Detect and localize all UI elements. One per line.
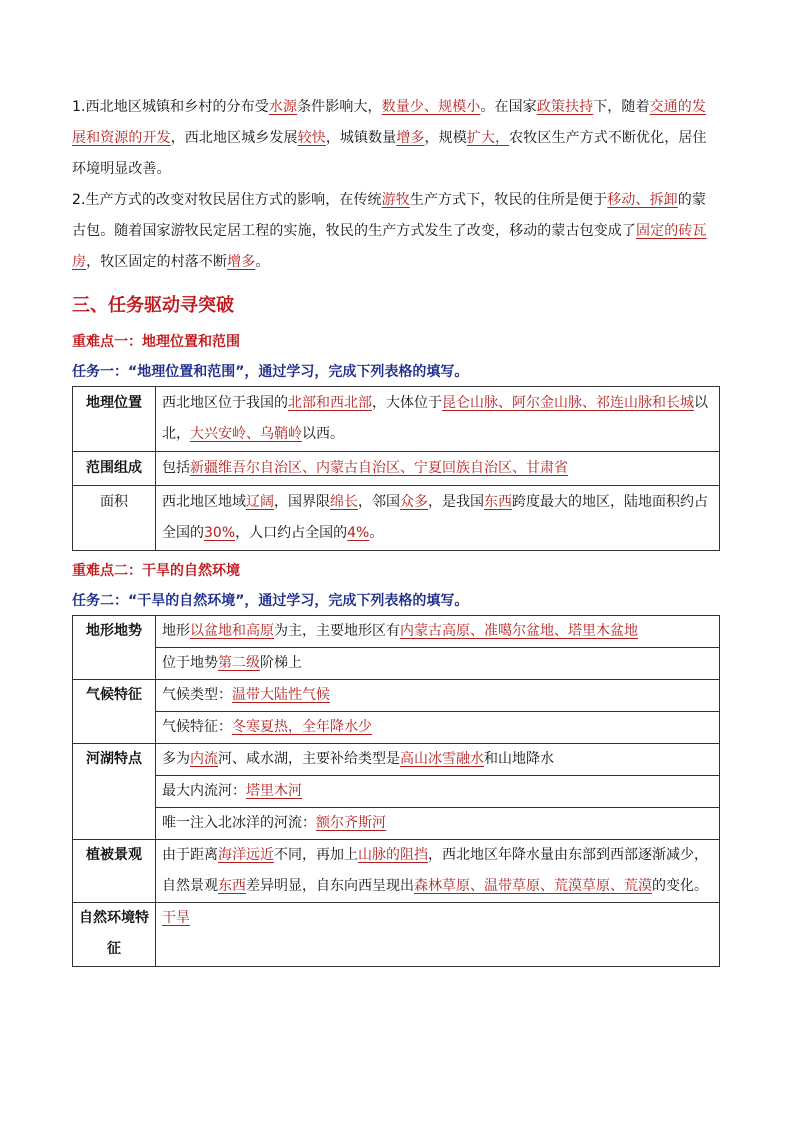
answer-text: 交通的发展和资源的开发 [72,99,706,146]
body-text: 阶梯上 [260,655,302,671]
table-row [73,808,720,840]
terrain-line-1 [156,616,720,648]
body-text: 和山地降水 [484,751,554,767]
body-text: ，城镇数量 [325,130,397,146]
intro-paragraph-1 [72,92,720,185]
answer-text: 山脉的阻挡 [358,847,428,863]
rivers-line-2 [156,776,720,808]
answer-text: 内蒙古高原、准噶尔盆地、塔里木盆地 [400,623,638,639]
answer-text: 增多 [227,254,256,270]
body-text: ，西北地区年降水量由东部到西部逐渐减少，自然景观 [162,847,708,894]
body-text: 。 [369,525,384,541]
body-text: ，人口约占全国的 [235,525,348,541]
answer-text: 4% [347,525,370,541]
answer-text: 新疆维吾尔自治区、内蒙古自治区、宁夏回族自治区、甘肃省 [190,460,568,476]
table-row [73,903,720,967]
body-text: 西北地区地域 [162,494,246,510]
answer-text: 以盆地和高原 [190,623,274,639]
body-text: 气候特征： [162,719,232,735]
body-text: 位于地势 [162,655,218,671]
body-text: 不同，再加上 [274,847,358,863]
answer-text: 众多 [400,494,428,510]
table-row [73,387,720,452]
table-row [73,452,720,486]
table-row [73,680,720,712]
answer-text: 较快 [297,130,326,146]
row-label-area: 面积 [73,486,156,551]
body-text: 2.生产方式的改变对牧民居住方式的影响，在传统 [72,192,382,208]
row-content-area [156,486,720,551]
body-text: 差异明显，自东向西呈现出 [246,878,414,894]
answer-text: 东西 [218,878,246,894]
body-text: 的变化。 [652,878,708,894]
body-text: 以西。 [302,426,344,442]
body-text: 以北， [162,395,708,442]
answer-text: 塔里木河 [246,783,302,799]
answer-text: 水源 [268,99,298,115]
answer-text: 第二级 [218,655,260,671]
answer-text: 大兴安岭、乌鞘岭 [190,426,302,442]
answer-text: 额尔齐斯河 [316,815,386,831]
body-text: 为主，主要地形区有 [274,623,400,639]
body-text: 1.西北地区城镇和乡村的分布受 [72,99,269,115]
body-text: 西北地区位于我国的 [162,395,288,411]
key-point-1-title: 重难点一：地理位置和范围 [72,334,240,350]
body-text: ，国界限 [274,494,330,510]
body-text: 由于距离 [162,847,218,863]
answer-text: 森林草原、温带草原、荒漠草原、荒漠 [414,878,652,894]
natural-environment-table [72,615,720,967]
terrain-line-2 [156,648,720,680]
row-label-location: 地理位置 [73,387,156,452]
body-text: 包括 [162,460,190,476]
body-text: ，邻国 [358,494,400,510]
body-text: 。在国家 [480,99,537,115]
body-text: 的蒙古包。随着国家游牧民定居工程的实施，牧民的生产方式发生了改变，移动的蒙古包变成了 [72,192,706,239]
task-1-instruction: 任务一：“地理位置和范围”，通过学习，完成下列表格的填写。 [72,364,469,380]
body-text: ，是我国 [428,494,484,510]
row-label-climate: 气候特征 [73,680,156,744]
answer-text: 绵长 [330,494,358,510]
body-text: ，牧区固定的村落不断 [86,254,228,270]
answer-text: 干旱 [162,910,190,926]
document-page [72,92,720,967]
body-text: 地形 [162,623,190,639]
table-row [73,744,720,776]
body-text: 多为 [162,751,190,767]
body-text: 气候类型： [162,687,232,703]
intro-paragraph-2 [72,185,720,278]
answer-text: 固定的砖瓦房 [72,223,707,270]
answer-text: 冬寒夏热，全年降水少 [232,719,372,735]
answer-text: 东西 [484,494,512,510]
task-2-instruction: 任务二：“干旱的自然环境”，通过学习，完成下列表格的填写。 [72,593,469,609]
table-row [73,486,720,551]
answer-text: 北部和西北部 [288,395,372,411]
answer-text: 移动、拆卸 [607,192,678,208]
answer-text: 温带大陆性气候 [232,687,330,703]
table-row [73,712,720,744]
body-text: 最大内流河： [162,783,246,799]
body-text: 唯一注入北冰洋的河流： [162,815,316,831]
natural-feature-content [156,903,720,967]
body-text: 跨度最大的地区，陆地面积约占全国的 [162,494,708,541]
section-title: 三、任务驱动寻突破 [72,295,234,316]
answer-text: 增多 [396,130,425,146]
table-row [73,840,720,903]
table-row [73,648,720,680]
body-text: 生产方式下，牧民的住所是便于 [409,192,608,208]
row-label-rivers: 河湖特点 [73,744,156,840]
body-text: ，大体位于 [372,395,442,411]
rivers-line-1 [156,744,720,776]
answer-text: 游牧 [381,192,410,208]
location-range-table [72,386,720,551]
vegetation-content [156,840,720,903]
climate-line-2 [156,712,720,744]
row-label-terrain: 地形地势 [73,616,156,680]
key-point-2-title: 重难点二：干旱的自然环境 [72,563,240,579]
answer-text: 辽阔 [246,494,274,510]
body-text: 河、咸水湖，主要补给类型是 [218,751,400,767]
body-text: 农牧区生产方式不断优化，居住环境明显改善。 [72,130,707,177]
answer-text: 数量少、规模小 [381,99,481,115]
table-row [73,616,720,648]
rivers-line-3 [156,808,720,840]
body-text: 。 [255,254,270,270]
climate-line-1 [156,680,720,712]
answer-text: 内流 [190,751,218,767]
row-content-range [156,452,720,486]
answer-text: 政策扶持 [536,99,594,115]
answer-text: 昆仑山脉、阿尔金山脉、祁连山脉和长城 [442,395,694,411]
answer-text: 高山冰雪融水 [400,751,484,767]
table-row [73,776,720,808]
answer-text: 扩大， [466,130,510,146]
row-label-natural-feature: 自然环境特征 [73,903,156,967]
answer-text: 海洋远近 [218,847,274,863]
body-text: ，规模 [424,130,467,146]
body-text: ，西北地区城乡发展 [170,130,298,146]
body-text: 下，随着 [593,99,650,115]
row-label-range: 范围组成 [73,452,156,486]
answer-text: 30% [204,525,236,541]
row-content-location [156,387,720,452]
body-text: 条件影响大， [297,99,382,115]
row-label-vegetation: 植被景观 [73,840,156,903]
